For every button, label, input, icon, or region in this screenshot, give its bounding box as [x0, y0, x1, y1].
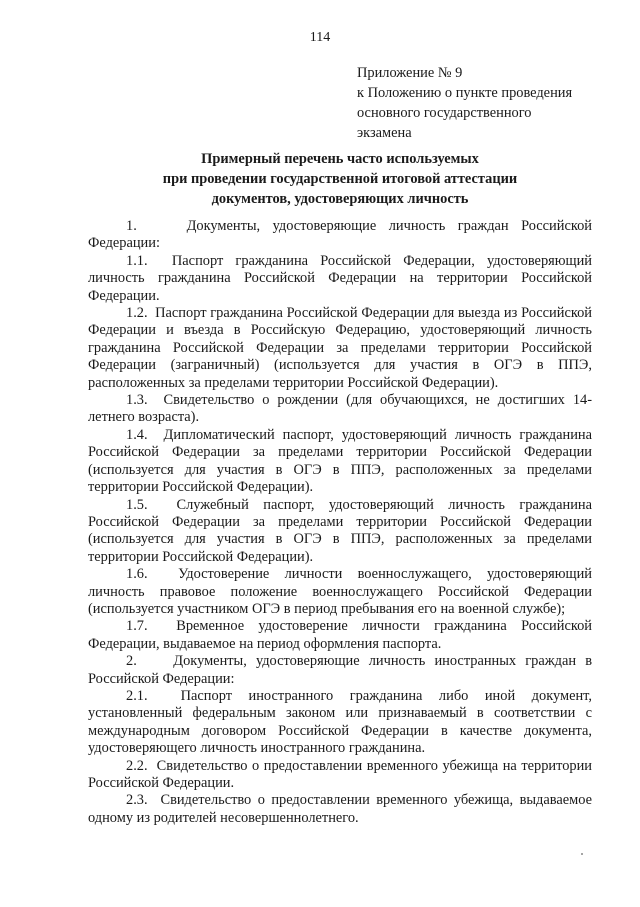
document-body — [88, 218, 592, 827]
paragraph-1-3: 1.3. Свидетельство о рождении (для обучающихся, не достигших 14-летнего возраста). — [88, 392, 592, 426]
appendix-line: Приложение № 9 — [357, 65, 463, 81]
title-line: Примерный перечень часто используемых — [201, 151, 479, 167]
paragraph-1-2: 1.2. Паспорт гражданина Российской Федерации для выезда из Российской Федерации и въезда в Российскую Федерацию, удостоверяющий личность гражданина Российской Федерации за пределами территории Российской Федерации (заграничный) (используется для участия в ОГЭ в ППЭ, расположенных за пределами территории Российской Федерации). — [88, 305, 592, 391]
title-line: при проведении государственной итоговой аттестации — [162, 171, 518, 187]
page-number: 114 — [309, 30, 331, 45]
paragraph-1: 1. Документы, удостоверяющие личность граждан Российской Федерации: — [88, 218, 592, 252]
title-line: документов, удостоверяющих личность — [211, 191, 469, 207]
appendix-line: основного государственного — [357, 105, 532, 121]
paragraph-2-2: 2.2. Свидетельство о предоставлении временного убежища на территории Российской Федерации. — [88, 757, 592, 791]
appendix-header — [357, 63, 627, 143]
scan-speck — [581, 853, 583, 855]
appendix-line: к Положению о пункте проведения — [357, 85, 573, 101]
paragraph-1-1: 1.1. Паспорт гражданина Российской Федерации, удостоверяющий личность гражданина Российской Федерации на территории Российской Федерации. — [88, 252, 592, 304]
paragraph-1-6: 1.6. Удостоверение личности военнослужащего, удостоверяющий личность правовое положение военнослужащего Российской Федерации (используется участником ОГЭ в период пребывания его на военной службе); — [88, 566, 592, 617]
paragraph-1-4: 1.4. Дипломатический паспорт, удостоверяющий личность гражданина Российской Федерации за пределами территории Российской Федерации (используется для участия в ОГЭ в ППЭ, расположенных за пределами территории Российской Федерации). — [88, 426, 592, 496]
paragraph-1-5: 1.5. Служебный паспорт, удостоверяющий личность гражданина Российской Федерации за пределами территории Российской Федерации (используется для участия в ОГЭ в ППЭ, расположенных за пределами территории Российской Федерации). — [88, 496, 592, 565]
paragraph-2-1: 2.1. Паспорт иностранного гражданина либо иной документ, установленный федеральным законом или признаваемый в соответствии с международным договором Российской Федерации в качестве документа, удостоверяющего личность иностранного гражданина. — [88, 687, 592, 757]
paragraph-2: 2. Документы, удостоверяющие личность иностранных граждан в Российской Федерации: — [88, 653, 592, 687]
paragraph-2-3: 2.3. Свидетельство о предоставлении временного убежища, выдаваемое одному из родителей несовершеннолетнего. — [88, 792, 592, 826]
paragraph-1-7: 1.7. Временное удостоверение личности гражданина Российской Федерации, выдаваемое на период оформления паспорта. — [88, 618, 592, 652]
appendix-line: экзамена — [357, 125, 412, 141]
document-title — [80, 149, 600, 209]
